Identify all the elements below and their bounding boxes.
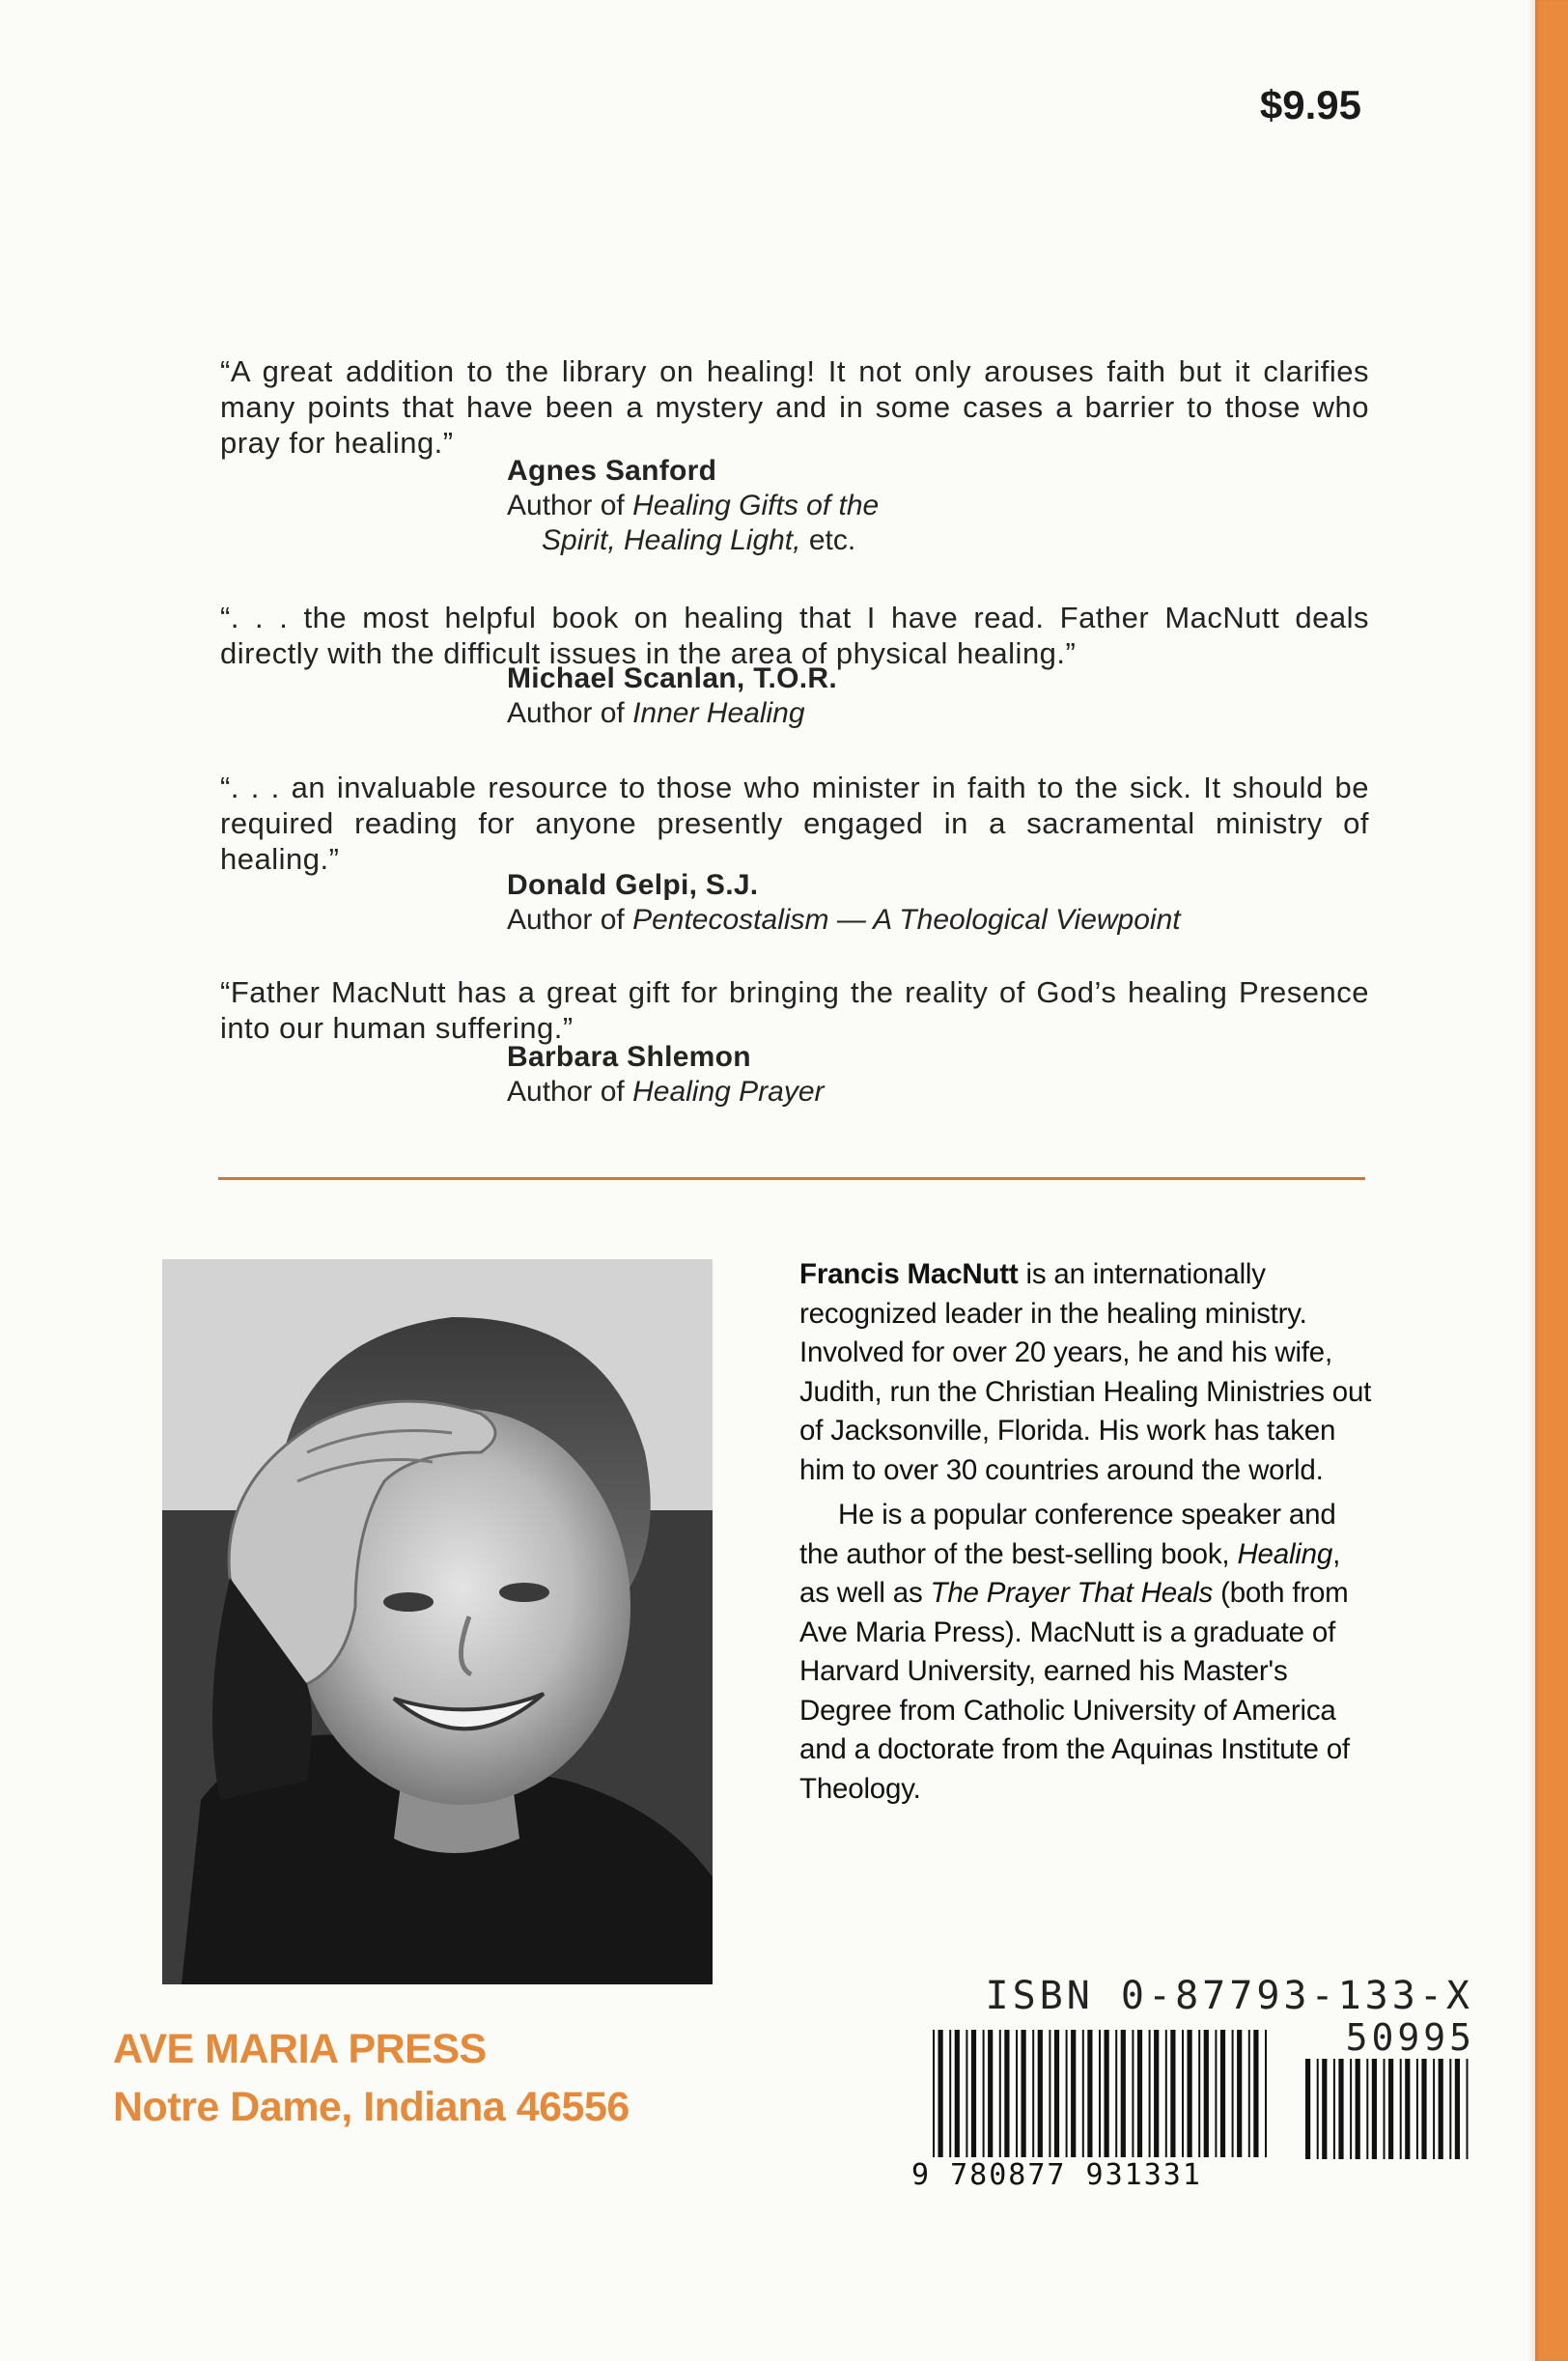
publisher-block bbox=[113, 2020, 630, 2136]
quote-text-3: “. . . an invaluable resource to those who minister in faith to the sick. It should be required reading for anyone presently engaged in a sacramental ministry of healing.” bbox=[220, 771, 1369, 876]
barcode-bar bbox=[938, 2030, 943, 2157]
barcode-bar bbox=[999, 2030, 1001, 2157]
barcode-bar bbox=[949, 2030, 951, 2157]
barcode-bar bbox=[1237, 2030, 1242, 2157]
barcode-bar bbox=[1038, 2030, 1043, 2157]
barcode-bar bbox=[1165, 2030, 1167, 2157]
barcode-bar bbox=[1356, 2059, 1360, 2159]
author-bio bbox=[799, 1255, 1373, 1809]
quote-author-name: Michael Scanlan, T.O.R. bbox=[507, 662, 837, 694]
quote-text-2: “. . . the most helpful book on healing that I have read. Father MacNutt deals directly with the difficult issues in the area of physical healing.” bbox=[220, 601, 1369, 670]
barcode-bar bbox=[1372, 2059, 1377, 2159]
barcode-bar bbox=[1170, 2030, 1175, 2157]
barcode-bar bbox=[1066, 2030, 1068, 2157]
quote-text-1: “A great addition to the library on healing! It not only arouses faith but it clarifies many points that have been a mystery and in some cases a barrier to those who pray for healing.” bbox=[220, 354, 1369, 460]
barcode-bar bbox=[1099, 2030, 1101, 2157]
barcode-bar bbox=[1105, 2030, 1109, 2157]
barcode-bar bbox=[1405, 2059, 1410, 2159]
barcode-bar bbox=[1115, 2030, 1117, 2157]
quote-author-works: Author of Inner Healing bbox=[507, 697, 805, 729]
quote-attribution-1 bbox=[507, 454, 1376, 558]
barcode-bar bbox=[1388, 2059, 1393, 2159]
barcode-bar bbox=[955, 2030, 960, 2157]
ean-number: 9 780877 931331 bbox=[911, 2158, 1202, 2192]
publisher-address: Notre Dame, Indiana 46556 bbox=[113, 2084, 630, 2130]
barcode-bar bbox=[1016, 2030, 1018, 2157]
barcode-bar bbox=[1137, 2030, 1142, 2157]
barcode-bar bbox=[1198, 2030, 1200, 2157]
cover-edge-shadow bbox=[1527, 0, 1535, 2361]
ean-barcode bbox=[931, 2030, 1269, 2157]
barcode-bar bbox=[966, 2030, 967, 2157]
barcode-bar bbox=[1305, 2059, 1310, 2159]
barcode-bar bbox=[1032, 2030, 1034, 2157]
barcode-bar bbox=[1421, 2059, 1426, 2159]
barcode-bar bbox=[1220, 2030, 1225, 2157]
barcode-bar bbox=[1154, 2030, 1159, 2157]
author-photo bbox=[162, 1259, 713, 1984]
author-portrait-illustration bbox=[162, 1259, 713, 1984]
orange-divider-rule bbox=[218, 1177, 1365, 1180]
barcode-bar bbox=[1350, 2059, 1352, 2159]
isbn-label: ISBN 0-87793-133-X bbox=[985, 1974, 1473, 2018]
barcode-bar bbox=[1433, 2059, 1435, 2159]
quote-attribution-4 bbox=[507, 1040, 1376, 1110]
barcode-bar bbox=[971, 2030, 976, 2157]
barcode-bar bbox=[1333, 2059, 1335, 2159]
barcode-bar bbox=[1049, 2030, 1050, 2157]
barcode-bar bbox=[1467, 2059, 1469, 2159]
quote-text-4: “Father MacNutt has a great gift for bringing the reality of God’s healing Presence into our human suffering.” bbox=[220, 975, 1369, 1045]
quote-author-works: Author of Healing Prayer bbox=[507, 1076, 825, 1108]
barcode-bar bbox=[933, 2030, 935, 2157]
barcode-bar bbox=[1439, 2059, 1443, 2159]
quote-attribution-2 bbox=[507, 661, 1376, 731]
barcode-bar bbox=[1215, 2030, 1217, 2157]
quote-author-name: Barbara Shlemon bbox=[507, 1041, 751, 1073]
barcode-bar bbox=[1182, 2030, 1184, 2157]
barcode-bar bbox=[1232, 2030, 1234, 2157]
barcode-bar bbox=[1121, 2030, 1126, 2157]
barcode-bar bbox=[1132, 2030, 1134, 2157]
barcode-bar bbox=[1082, 2030, 1084, 2157]
barcode-bar bbox=[1384, 2059, 1386, 2159]
barcode-bar bbox=[1455, 2059, 1460, 2159]
bio-paragraph-2: He is a popular conference speaker and the author of the best-selling book, Healing, as well as The Prayer That Heals (both from Ave Maria Press). MacNutt is a graduate of Harvard University, earned his Master's Degree from Catholic University of America and a doctorate from the Aquinas Institute of Theology. bbox=[799, 1499, 1350, 1805]
barcode-bar bbox=[1253, 2030, 1258, 2157]
price-label: $9.95 bbox=[1259, 82, 1361, 127]
quote-author-works: Author of Healing Gifts of the bbox=[507, 490, 880, 521]
barcode-bar bbox=[1004, 2030, 1009, 2157]
barcode-bar bbox=[1400, 2059, 1402, 2159]
barcode-bar bbox=[1054, 2030, 1059, 2157]
quote-attribution-3 bbox=[507, 868, 1376, 938]
price-supplement-code: 50995 bbox=[1345, 2016, 1475, 2059]
bio-author-name: Francis MacNutt bbox=[799, 1258, 1019, 1290]
barcode-bar bbox=[1416, 2059, 1418, 2159]
barcode-bar bbox=[1188, 2030, 1192, 2157]
supplement-barcode bbox=[1303, 2059, 1473, 2159]
quote-author-works: Author of Pentecostalism — A Theological Viewpoint bbox=[507, 904, 1181, 936]
barcode-bar bbox=[1204, 2030, 1209, 2157]
quote-author-name: Agnes Sanford bbox=[507, 455, 717, 487]
barcode-bar bbox=[1322, 2059, 1327, 2159]
barcode-bar bbox=[988, 2030, 993, 2157]
barcode-bar bbox=[1449, 2059, 1451, 2159]
barcode-bar bbox=[1149, 2030, 1151, 2157]
barcode-bar bbox=[1338, 2059, 1343, 2159]
barcode-bar bbox=[1248, 2030, 1250, 2157]
barcode-bar bbox=[1317, 2059, 1319, 2159]
barcode-bar bbox=[1265, 2030, 1267, 2157]
bio-paragraph-1: Francis MacNutt is an internationally recognized leader in the healing ministry. Involved for over 20 years, he and his wife, Judith, run the Christian Healing Ministries out of Jacksonville, Florida. His work has taken him to over 30 countries around the world. bbox=[799, 1258, 1372, 1486]
quote-author-name: Donald Gelpi, S.J. bbox=[507, 869, 759, 901]
barcode-bar bbox=[983, 2030, 985, 2157]
publisher-name: AVE MARIA PRESS bbox=[113, 2026, 487, 2072]
barcode-bar bbox=[1366, 2059, 1368, 2159]
orange-spine-strip bbox=[1535, 0, 1568, 2361]
quote-author-works-cont: Spirit, Healing Light, etc. bbox=[542, 524, 856, 556]
barcode-bar bbox=[1087, 2030, 1092, 2157]
barcode-bar bbox=[1071, 2030, 1076, 2157]
barcode-bar bbox=[1022, 2030, 1026, 2157]
